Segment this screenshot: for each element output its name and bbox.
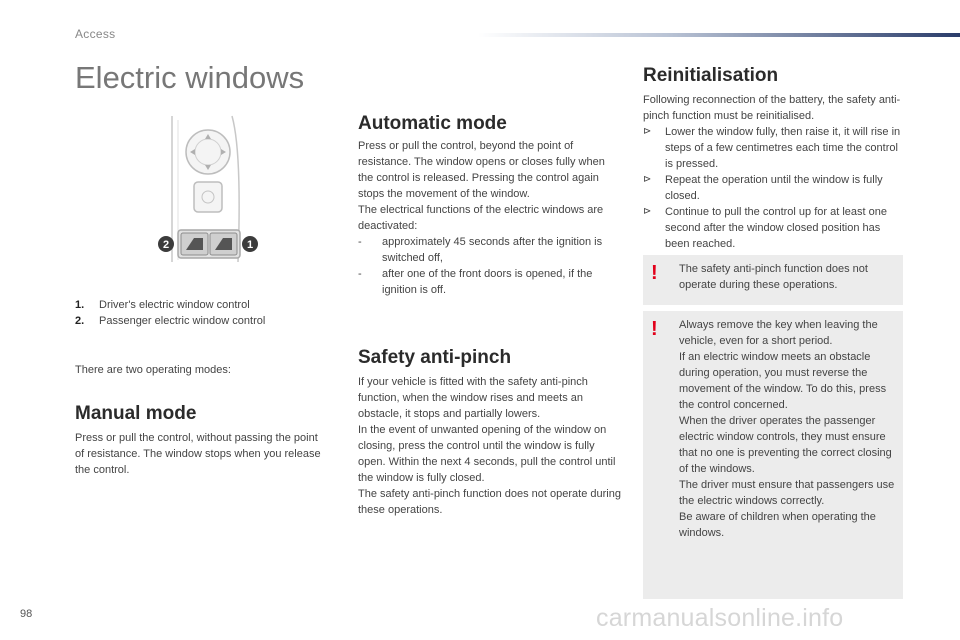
warning-icon: ! — [651, 262, 658, 284]
header-gradient-bar — [478, 33, 960, 37]
anti-pinch-p3: The safety anti-pinch function does not operate during these operations. — [358, 488, 621, 516]
anti-pinch-body — [358, 374, 622, 518]
deactivated-intro: The electrical functions of the electric windows are deactivated: — [358, 204, 604, 232]
callout-2-label: 2 — [162, 239, 170, 251]
caption-1: 1. Driver's electric window control — [75, 299, 250, 311]
mirror-selector-icon — [194, 182, 222, 212]
anti-pinch-p2: In the event of unwanted opening of the window on closing, press the control until the window is fully open. Within the next 4 seconds, pull the control until the window is fully closed. — [358, 424, 616, 484]
watermark: carmanualsonline.info — [596, 604, 844, 632]
arrow-bullet-icon: ⊳ — [643, 174, 652, 185]
automatic-mode-body — [358, 138, 622, 298]
deactivated-list — [358, 234, 622, 298]
manual-mode-body: Press or pull the control, without passing the point of resistance. The window stops when you release the control. — [75, 432, 321, 476]
list-item: - after one of the front doors is opened, if the ignition is off. — [358, 266, 622, 298]
reinit-intro: Following reconnection of the battery, the safety anti-pinch function must be reinitialised. — [643, 94, 901, 122]
caption-2: 2. Passenger electric window control — [75, 315, 266, 327]
window-switch-illustration — [150, 112, 270, 272]
list-item: - approximately 45 seconds after the ignition is switched off, — [358, 234, 622, 266]
warning-icon: ! — [651, 318, 658, 340]
reinit-steps — [643, 124, 905, 252]
page-number: 98 — [20, 608, 33, 620]
automatic-mode-heading: Automatic mode — [358, 113, 507, 134]
manual-mode-heading: Manual mode — [75, 403, 197, 424]
anti-pinch-p1: If your vehicle is fitted with the safety anti-pinch function, when the window rises and meets an obstacle, it stops and partially lowers. — [358, 376, 588, 420]
section-header: Access — [75, 27, 116, 41]
anti-pinch-heading: Safety anti-pinch — [358, 347, 512, 368]
figure-captions — [75, 297, 265, 329]
reinitialisation-body — [643, 92, 905, 252]
intro-text: There are two operating modes: — [75, 364, 231, 376]
automatic-paragraph: Press or pull the control, beyond the point of resistance. The window opens or closes fully when the control is released. Pressing the control again stops the movement of the window. — [358, 140, 605, 200]
page-title: Electric windows — [75, 60, 305, 95]
warning-box-2 — [643, 311, 903, 599]
warning-text-1: The safety anti-pinch function does not operate during these operations. — [679, 263, 868, 291]
reinitialisation-heading: Reinitialisation — [643, 65, 779, 86]
switch-panel-drawing — [150, 112, 270, 272]
list-item: ⊳ Continue to pull the control up for at least one second after the window closed position has been reached. — [643, 206, 887, 250]
arrow-bullet-icon: ⊳ — [643, 126, 652, 137]
list-item: ⊳ Lower the window fully, then raise it, it will rise in steps of a few centimetres each time the control is pressed. — [643, 126, 901, 170]
arrow-bullet-icon: ⊳ — [643, 206, 652, 217]
warning-box-1 — [643, 255, 903, 305]
list-item: ⊳ Repeat the operation until the window is fully closed. — [643, 174, 883, 202]
callout-1-label: 1 — [246, 239, 254, 251]
warning-text-2: Always remove the key when leaving the vehicle, even for a short period. If an electric window meets an obstacle during operation, you must reverse the movement of the window. To do this, press the control concerned. When the driver operates the passenger electric window controls, they must ensure that no one is preventing the correct closing of the windows. The driver must ensure that passengers use the electric windows correctly. Be aware of children when operating the windows. — [679, 319, 895, 539]
